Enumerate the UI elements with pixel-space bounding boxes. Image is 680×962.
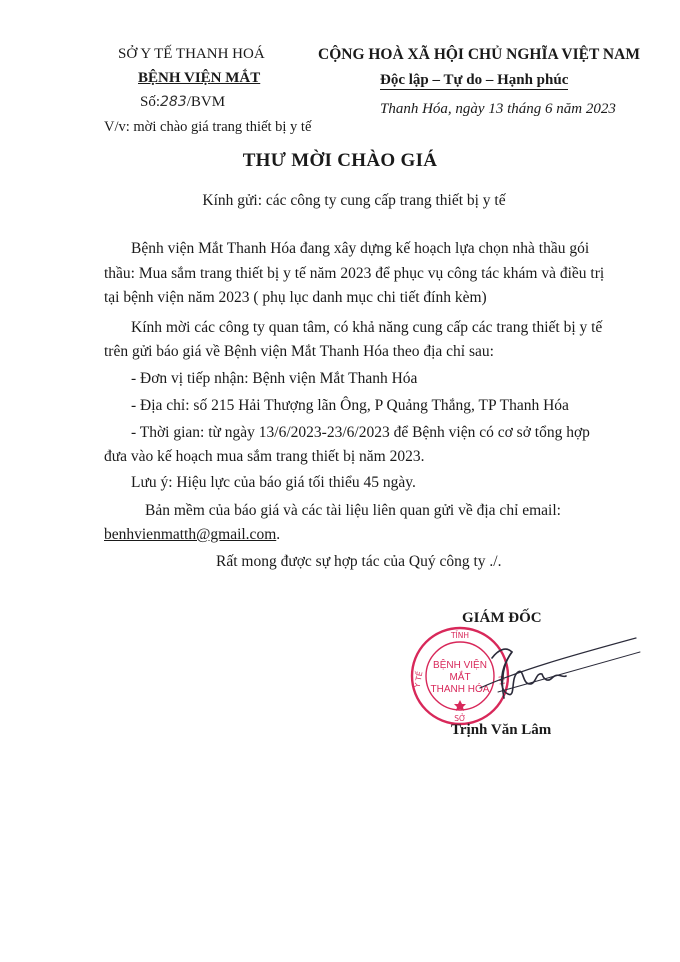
paragraph1-line2: thầu: Mua sắm trang thiết bị y tế năm 2023 để phục vụ công tác khám và điều trị: [104, 265, 605, 282]
subject-line: V/v: mời chào giá trang thiết bị y tế: [104, 119, 312, 135]
paragraph1-line1: Bệnh viện Mắt Thanh Hóa đang xây dựng kế hoạch lựa chọn nhà thầu gói: [131, 240, 590, 257]
signer-position: GIÁM ĐỐC: [462, 610, 542, 626]
closing-line: Rất mong được sự hợp tác của Quý công ty ./.: [216, 553, 502, 570]
signer-name: Trịnh Văn Lâm: [451, 722, 552, 738]
stamp-ring-text-top: TỈNH: [450, 631, 470, 640]
paragraph2-line2: trên gửi báo giá về Bệnh viện Mắt Thanh Hóa theo địa chỉ sau:: [104, 343, 494, 360]
email-suffix: .: [276, 526, 281, 543]
place-date: Thanh Hóa, ngày 13 tháng 6 năm 2023: [380, 101, 616, 117]
stamp-center-line2: MẮT: [449, 672, 471, 683]
country-name: CỘNG HOÀ XÃ HỘI CHỦ NGHĨA VIỆT NAM: [318, 46, 640, 63]
stamp-ring-text-right: TH: [496, 673, 507, 686]
item-time-line1: - Thời gian: từ ngày 13/6/2023-23/6/2023 để Bệnh viện có cơ sở tổng hợp: [131, 424, 590, 441]
item-time-line2: đưa vào kế hoạch mua sắm trang thiết bị năm 2023.: [104, 448, 425, 465]
document-number: [140, 94, 225, 111]
number-suffix: /BVM: [186, 94, 226, 110]
item-receiver: - Đơn vị tiếp nhận: Bệnh viện Mắt Thanh Hóa: [131, 370, 418, 387]
softcopy-line2: [104, 526, 280, 544]
motto: Độc lập – Tự do – Hạnh phúc: [380, 72, 569, 88]
softcopy-line1: Bản mềm của báo giá và các tài liệu liên quan gửi về địa chỉ email:: [145, 502, 561, 519]
ministry-name: SỞ Y TẾ THANH HOÁ: [118, 46, 265, 62]
stamp-ring-text-bottom: SỞ: [454, 714, 466, 723]
number-prefix: Số:: [140, 94, 161, 110]
paragraph2-line1: Kính mời các công ty quan tâm, có khả năng cung cấp các trang thiết bị y tế: [131, 319, 603, 336]
recipient-line: Kính gửi: các công ty cung cấp trang thiết bị y tế: [202, 192, 506, 209]
hospital-name: BỆNH VIỆN MẮT: [138, 70, 261, 86]
stamp-ring-text-left: Y TẾ: [412, 670, 425, 689]
stamp-center-line3: THANH HÓA: [430, 684, 490, 695]
handwritten-signature: [440, 628, 650, 708]
stamp-center-line1: BỆNH VIỆN: [433, 660, 487, 671]
number-value: 283: [160, 94, 187, 110]
validity-note: Lưu ý: Hiệu lực của báo giá tối thiểu 45 ngày.: [131, 474, 416, 491]
email-link[interactable]: benhvienmatth@gmail.com: [104, 526, 277, 543]
item-address: - Địa chỉ: số 215 Hải Thượng lãn Ông, P Quảng Thắng, TP Thanh Hóa: [131, 397, 569, 414]
paragraph1-line3: tại bệnh viện năm 2023 ( phụ lục danh mục chi tiết đính kèm): [104, 289, 487, 306]
page-title: THƯ MỜI CHÀO GIÁ: [242, 150, 438, 171]
